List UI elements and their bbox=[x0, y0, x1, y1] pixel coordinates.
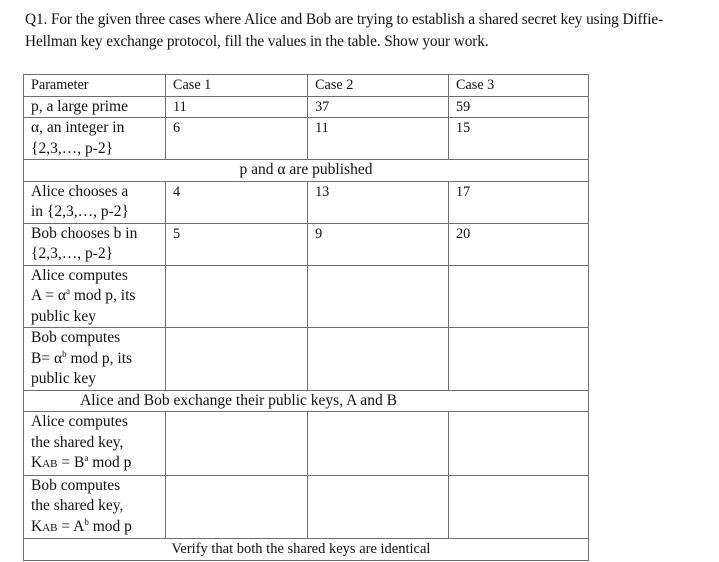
value-alpha-case-1: 6 bbox=[166, 118, 308, 160]
value-alice-a-case-1: 4 bbox=[166, 181, 308, 223]
row-alice-public-key bbox=[24, 265, 589, 328]
label-bob-shared-key: Bob computes the shared key, KAB = $A^b$ mod p bbox=[24, 475, 166, 539]
label-bob-b: Bob chooses b in {2,3,…, p-2} bbox=[24, 223, 166, 265]
value-bob-shared-key-case-1[interactable] bbox=[166, 475, 308, 539]
row-bob-public-key bbox=[24, 328, 589, 391]
value-alice-public-key-case-1[interactable] bbox=[166, 265, 308, 328]
row-published-note bbox=[24, 160, 589, 182]
value-p-case-2: 37 bbox=[308, 96, 449, 118]
row-alpha bbox=[24, 118, 589, 160]
header-case-3: Case 3 bbox=[449, 75, 589, 97]
value-bob-public-key-case-2[interactable] bbox=[308, 328, 449, 391]
exchange-note: Alice and Bob exchange their public keys, A and B bbox=[24, 390, 589, 412]
verify-note: Verify that both the shared keys are identical bbox=[24, 539, 589, 561]
row-bob-b bbox=[24, 223, 589, 265]
header-case-2: Case 2 bbox=[308, 75, 449, 97]
label-alice-shared-key: Alice computes the shared key, KAB = $B^a$ mod p bbox=[24, 412, 166, 476]
diffie-hellman-table bbox=[23, 74, 589, 561]
header-row bbox=[24, 75, 589, 97]
value-bob-public-key-case-3[interactable] bbox=[449, 328, 589, 391]
row-alice-shared-key bbox=[24, 412, 589, 476]
row-p bbox=[24, 96, 589, 118]
value-alpha-case-2: 11 bbox=[308, 118, 449, 160]
value-bob-b-case-3: 20 bbox=[449, 223, 589, 265]
value-alpha-case-3: 15 bbox=[449, 118, 589, 160]
label-alpha: α, an integer in {2,3,…, p-2} bbox=[24, 118, 166, 160]
value-bob-b-case-1: 5 bbox=[166, 223, 308, 265]
value-alice-a-case-2: 13 bbox=[308, 181, 449, 223]
label-bob-public-key: Bob computes $B= \alpha^b$ mod p, its public key bbox=[24, 328, 166, 391]
label-p: p, a large prime bbox=[24, 96, 166, 118]
value-alice-a-case-3: 17 bbox=[449, 181, 589, 223]
row-alice-a bbox=[24, 181, 589, 223]
value-bob-shared-key-case-2[interactable] bbox=[308, 475, 449, 539]
value-bob-public-key-case-1[interactable] bbox=[166, 328, 308, 391]
value-bob-shared-key-case-3[interactable] bbox=[449, 475, 589, 539]
value-bob-b-case-2: 9 bbox=[308, 223, 449, 265]
label-alice-a: Alice chooses a in {2,3,…, p-2} bbox=[24, 181, 166, 223]
row-bob-shared-key bbox=[24, 475, 589, 539]
header-case-1: Case 1 bbox=[166, 75, 308, 97]
value-alice-shared-key-case-1[interactable] bbox=[166, 412, 308, 476]
row-verify-note bbox=[24, 539, 589, 561]
value-p-case-1: 11 bbox=[166, 96, 308, 118]
row-exchange-note bbox=[24, 390, 589, 412]
label-alice-public-key: Alice computes $A = \alpha^a$ mod p, its public key bbox=[24, 265, 166, 328]
value-alice-public-key-case-2[interactable] bbox=[308, 265, 449, 328]
value-alice-public-key-case-3[interactable] bbox=[449, 265, 589, 328]
value-alice-shared-key-case-3[interactable] bbox=[449, 412, 589, 476]
published-note: p and α are published bbox=[24, 160, 589, 182]
value-p-case-3: 59 bbox=[449, 96, 589, 118]
value-alice-shared-key-case-2[interactable] bbox=[308, 412, 449, 476]
header-parameter: Parameter bbox=[24, 75, 166, 97]
question-text: Q1. For the given three cases where Alice and Bob are trying to establish a shared secret key using Diffie-Hellman key exchange protocol, fill the values in the table. Show your work. bbox=[25, 11, 664, 50]
